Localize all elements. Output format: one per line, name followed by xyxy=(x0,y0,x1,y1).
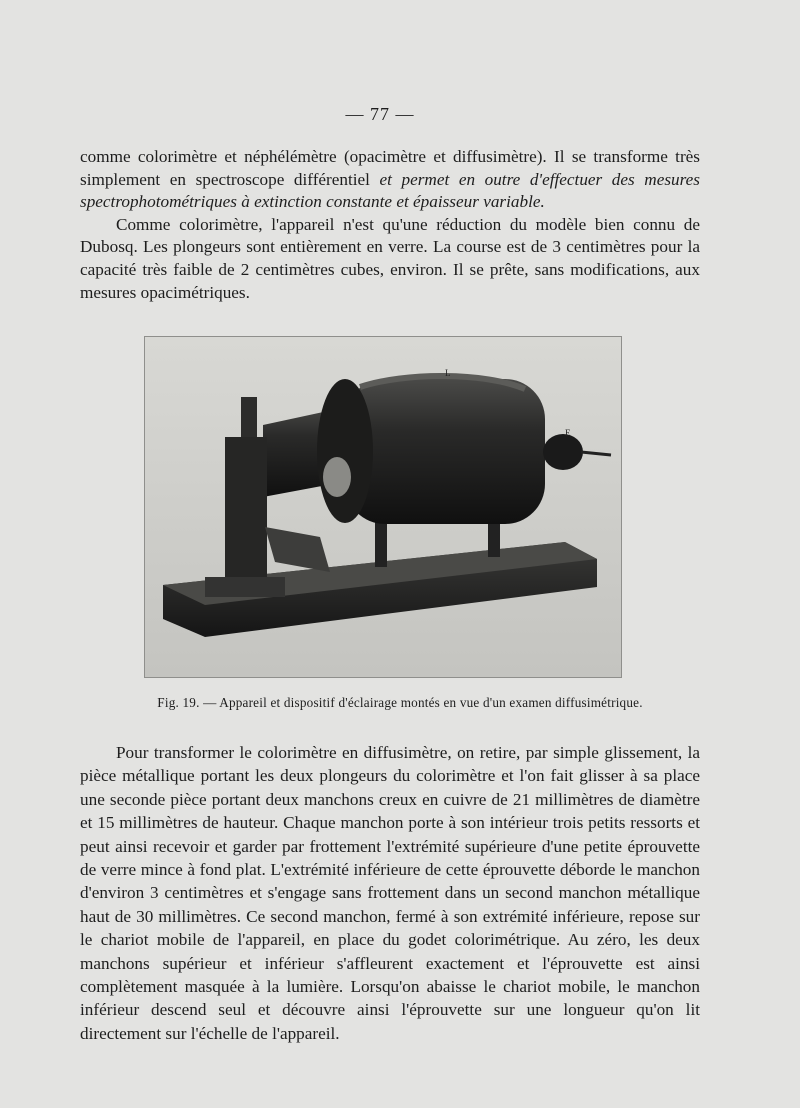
colorimeter-column xyxy=(225,437,267,587)
main-text xyxy=(80,741,700,1045)
lamp-end xyxy=(543,434,583,470)
intro-paragraph-1 xyxy=(80,146,700,214)
figure-caption: Fig. 19. — Appareil et dispositif d'éclairage montés en vue d'un examen diffusimétrique. xyxy=(157,695,643,710)
page-number: — 77 — xyxy=(345,104,415,124)
intro-paragraph-1-text: comme colorimètre et néphélémètre (opacimètre et diffusimètre). Il se transforme très simplement en spectroscope différentiel xyxy=(80,147,700,189)
eyepiece xyxy=(241,397,257,437)
lamp-housing xyxy=(345,379,545,524)
figure-label-e: E xyxy=(565,428,571,438)
figure-label-l: L xyxy=(445,368,451,378)
support-post xyxy=(375,517,387,567)
main-paragraph: Pour transformer le colorimètre en diffusimètre, on retire, par simple glissement, la pièce métallique portant les deux plongeurs du colorimètre et l'on fait glisser à sa place une seconde pièce portant deux manchons creux en cuivre de 21 millimètres de diamètre et 15 millimètres de hauteur. Chaque manchon porte à son intérieur trois petits ressorts et peut ainsi recevoir et garder par frottement l'extrémité supérieure d'une petite éprouvette de verre mince à fond plat. L'extrémité inférieure de cette éprouvette déborde le manchon d'environ 3 centimètres et s'engage sans frottement dans un second manchon métallique haut de 30 millimètres. Ce second manchon, fermé à son extrémité inférieure, repose sur le chariot mobile de l'appareil, en place du godet colorimétrique. Au zéro, les deux manchons supérieur et inférieur s'affleurent exactement et l'éprouvette est ainsi complètement masquée à la lumière. Lorsqu'on abaisse le chariot mobile, le manchon inférieur descend seul et découvre ainsi l'éprouvette sur une longueur qu'on lit directement sur l'échelle de l'appareil. xyxy=(80,743,700,1043)
intro-paragraph-1-italic: et permet en outre d'effectuer des mesures spectrophotométriques à extinction constante et épaisseur variable. xyxy=(80,169,700,212)
intro-text xyxy=(80,146,700,304)
apparatus-illustration xyxy=(145,337,621,677)
intro-paragraph-2: Comme colorimètre, l'appareil n'est qu'une réduction du modèle bien connu de Dubosq. Les plongeurs sont entièrement en verre. La course est de 3 centimètres pour la capacité très faible de 2 centimètres cubes, environ. Il se prête, sans modifications, aux mesures opacimétriques. xyxy=(80,214,700,302)
figure-photo xyxy=(144,336,622,678)
